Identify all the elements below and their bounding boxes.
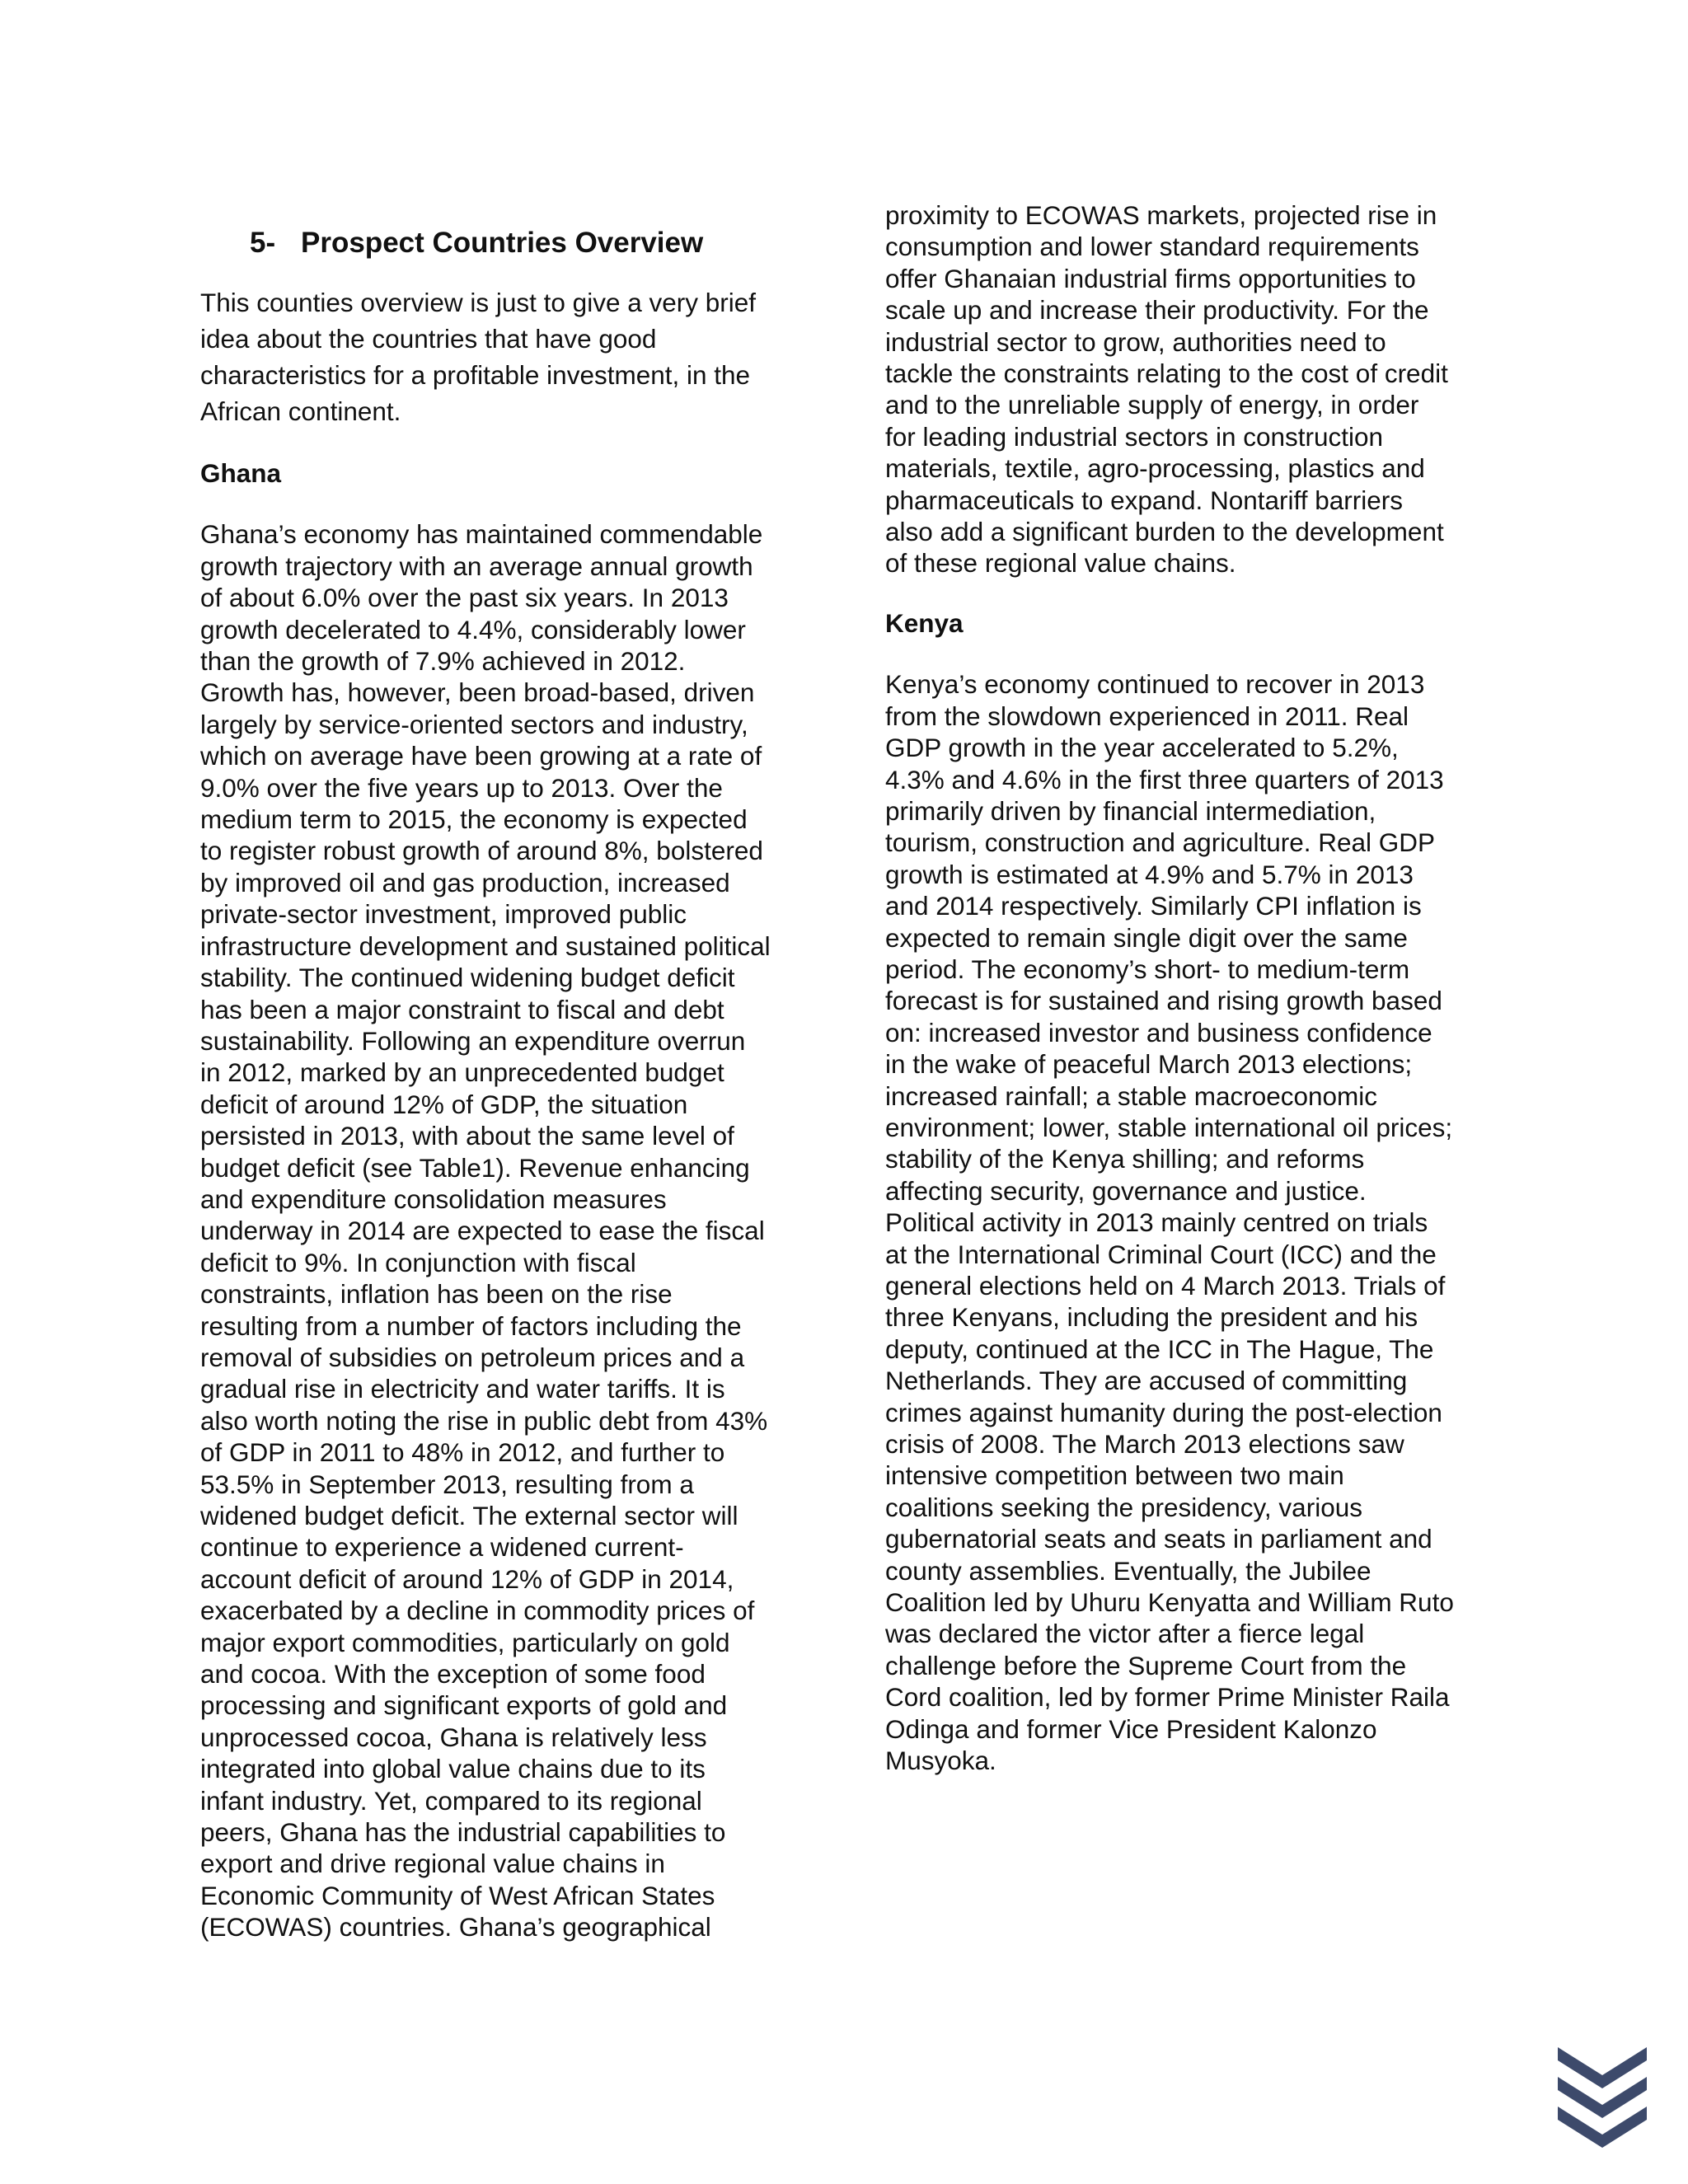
text-line: stability. The continued widening budget deficit xyxy=(200,963,735,993)
text-line: Musyoka. xyxy=(885,1746,996,1776)
text-line: by improved oil and gas production, increased xyxy=(200,867,730,898)
text-line: constraints, inflation has been on the rise xyxy=(200,1279,673,1310)
text-line: of about 6.0% over the past six years. In 2013 xyxy=(200,583,729,613)
text-line: continue to experience a widened current- xyxy=(200,1532,684,1563)
text-line: consumption and lower standard requirements xyxy=(885,232,1419,262)
text-line: environment; lower, stable international oil prices; xyxy=(885,1112,1453,1142)
text-line: infant industry. Yet, compared to its regional xyxy=(200,1785,702,1816)
text-line: integrated into global value chains due to its xyxy=(200,1754,706,1784)
text-line: pharmaceuticals to expand. Nontariff barriers xyxy=(885,485,1403,515)
ghana-heading: Ghana xyxy=(200,458,282,488)
text-line: expected to remain single digit over the same xyxy=(885,922,1408,953)
text-line: challenge before the Supreme Court from the xyxy=(885,1650,1407,1680)
text-line: also worth noting the rise in public debt from 43% xyxy=(200,1405,768,1436)
text-line: Economic Community of West African States xyxy=(200,1880,715,1910)
triple-chevron-down-icon xyxy=(1553,2042,1652,2148)
text-line: Kenya’s economy continued to recover in 2013 xyxy=(885,669,1425,700)
text-line: increased rainfall; a stable macroeconomic xyxy=(885,1080,1378,1111)
text-line: export and drive regional value chains in xyxy=(200,1849,665,1879)
text-line: than the growth of 7.9% achieved in 2012. xyxy=(200,646,686,677)
text-line: 9.0% over the five years up to 2013. Over the xyxy=(200,772,723,803)
text-line: peers, Ghana has the industrial capabilities to xyxy=(200,1817,726,1848)
text-line: was declared the victor after a fierce legal xyxy=(885,1619,1365,1649)
text-line: Cord coalition, led by former Prime Minister Raila xyxy=(885,1682,1450,1713)
chevron-stroke xyxy=(1558,2047,1647,2088)
text-line: persisted in 2013, with about the same level of xyxy=(200,1121,734,1151)
text-line: growth trajectory with an average annual growth xyxy=(200,551,753,581)
text-line: medium term to 2015, the economy is expected xyxy=(200,804,748,835)
text-line: also add a significant burden to the development xyxy=(885,517,1444,547)
text-line: processing and significant exports of gold and xyxy=(200,1690,728,1721)
text-line: 53.5% in September 2013, resulting from a xyxy=(200,1469,694,1499)
text-line: Odinga and former Vice President Kalonzo xyxy=(885,1713,1377,1744)
kenya-paragraph xyxy=(885,668,1512,1776)
text-line: and expenditure consolidation measures xyxy=(200,1183,667,1214)
text-line: exacerbated by a decline in commodity prices of xyxy=(200,1596,755,1626)
text-line: intensive competition between two main xyxy=(885,1460,1344,1491)
text-line: county assemblies. Eventually, the Jubilee xyxy=(885,1555,1372,1586)
text-line: in 2012, marked by an unprecedented budget xyxy=(200,1057,724,1088)
text-line: tourism, construction and agriculture. Real GDP xyxy=(885,827,1436,858)
text-line: coalitions seeking the presidency, various xyxy=(885,1492,1362,1522)
text-line: deputy, continued at the ICC in The Hague, The xyxy=(885,1333,1434,1364)
text-line: GDP growth in the year accelerated to 5.2%, xyxy=(885,733,1399,763)
text-line: Growth has, however, been broad-based, driven xyxy=(200,677,755,708)
ghana-paragraph-continued xyxy=(885,199,1512,579)
text-line: from the slowdown experienced in 2011. Real xyxy=(885,701,1409,731)
text-line: and to the unreliable supply of energy, in order xyxy=(885,390,1419,420)
text-line: gradual rise in electricity and water tariffs. It is xyxy=(200,1374,725,1404)
text-line: private-sector investment, improved public xyxy=(200,899,687,930)
text-line: for leading industrial sectors in construction xyxy=(885,421,1384,452)
text-line: industrial sector to grow, authorities need to xyxy=(885,326,1386,357)
text-line: forecast is for sustained and rising growth based xyxy=(885,986,1442,1016)
intro-line: This counties overview is just to give a very brief xyxy=(200,288,757,317)
text-line: proximity to ECOWAS markets, projected rise in xyxy=(885,200,1437,230)
text-line: Coalition led by Uhuru Kenyatta and William Ruto xyxy=(885,1587,1454,1618)
intro-paragraph xyxy=(200,284,827,429)
text-line: crisis of 2008. The March 2013 elections saw xyxy=(885,1429,1404,1460)
text-line: Ghana’s economy has maintained commendable xyxy=(200,519,763,550)
kenya-heading: Kenya xyxy=(885,607,964,638)
text-line: 4.3% and 4.6% in the first three quarters of 2013 xyxy=(885,764,1444,794)
text-line: offer Ghanaian industrial firms opportunities to xyxy=(885,263,1416,293)
text-line: widened budget deficit. The external sector will xyxy=(200,1501,738,1530)
text-line: crimes against humanity during the post-election xyxy=(885,1397,1442,1427)
section-heading xyxy=(250,227,827,260)
section-title: Prospect Countries Overview xyxy=(301,227,704,259)
text-line: account deficit of around 12% of GDP in 2014, xyxy=(200,1563,734,1594)
text-line: primarily driven by financial intermediation, xyxy=(885,795,1376,826)
text-line: general elections held on 4 March 2013. Trials of xyxy=(885,1271,1446,1301)
text-line: has been a major constraint to fiscal and debt xyxy=(200,994,724,1024)
text-line: at the International Criminal Court (ICC) and the xyxy=(885,1239,1437,1269)
text-line: materials, textile, agro-processing, plastics and xyxy=(885,453,1425,484)
text-line: tackle the constraints relating to the cost of credit xyxy=(885,359,1448,389)
text-line: growth is estimated at 4.9% and 5.7% in 2013 xyxy=(885,859,1414,889)
text-line: major export commodities, particularly on gold xyxy=(200,1627,730,1657)
text-line: resulting from a number of factors including the xyxy=(200,1310,742,1341)
text-line: of GDP in 2011 to 48% in 2012, and further to xyxy=(200,1437,725,1468)
text-line: affecting security, governance and justice. xyxy=(885,1175,1367,1206)
text-line: which on average have been growing at a rate of xyxy=(200,741,762,771)
intro-line: idea about the countries that have good xyxy=(200,324,657,354)
text-line: Political activity in 2013 mainly centred on trials xyxy=(885,1207,1428,1238)
text-line: budget deficit (see Table1). Revenue enhancing xyxy=(200,1152,750,1183)
right-column xyxy=(885,199,1512,1777)
text-line: unprocessed cocoa, Ghana is relatively less xyxy=(200,1722,707,1752)
text-line: largely by service-oriented sectors and industry, xyxy=(200,709,748,739)
text-line: stability of the Kenya shilling; and reforms xyxy=(885,1144,1365,1174)
text-line: underway in 2014 are expected to ease the fiscal xyxy=(200,1216,765,1246)
text-line: and 2014 respectively. Similarly CPI inflation is xyxy=(885,891,1422,921)
text-line: period. The economy’s short- to medium-term xyxy=(885,954,1410,984)
text-line: of these regional value chains. xyxy=(885,548,1236,579)
text-line: sustainability. Following an expenditure overrun xyxy=(200,1025,746,1056)
text-line: removal of subsidies on petroleum prices and a xyxy=(200,1342,745,1372)
intro-line: characteristics for a profitable investment, in the xyxy=(200,360,751,390)
section-number: 5- xyxy=(250,227,276,259)
left-column xyxy=(200,227,827,1943)
text-line: and cocoa. With the exception of some food xyxy=(200,1659,706,1690)
text-line: deficit of around 12% of GDP, the situation xyxy=(200,1089,688,1119)
text-line: growth decelerated to 4.4%, considerably lower xyxy=(200,614,746,644)
ghana-paragraph xyxy=(200,518,827,1943)
text-line: deficit to 9%. In conjunction with fiscal xyxy=(200,1247,636,1277)
text-line: infrastructure development and sustained political xyxy=(200,930,771,961)
text-line: scale up and increase their productivity. For the xyxy=(885,295,1429,326)
text-line: Netherlands. They are accused of committing xyxy=(885,1366,1408,1396)
text-line: to register robust growth of around 8%, bolstered xyxy=(200,836,763,866)
text-line: (ECOWAS) countries. Ghana’s geographical xyxy=(200,1912,711,1943)
text-line: gubernatorial seats and seats in parliament and xyxy=(885,1524,1432,1554)
text-line: on: increased investor and business confidence xyxy=(885,1017,1432,1047)
text-line: in the wake of peaceful March 2013 elections; xyxy=(885,1049,1413,1080)
intro-line: African continent. xyxy=(200,396,401,426)
text-line: three Kenyans, including the president and his xyxy=(885,1302,1418,1333)
